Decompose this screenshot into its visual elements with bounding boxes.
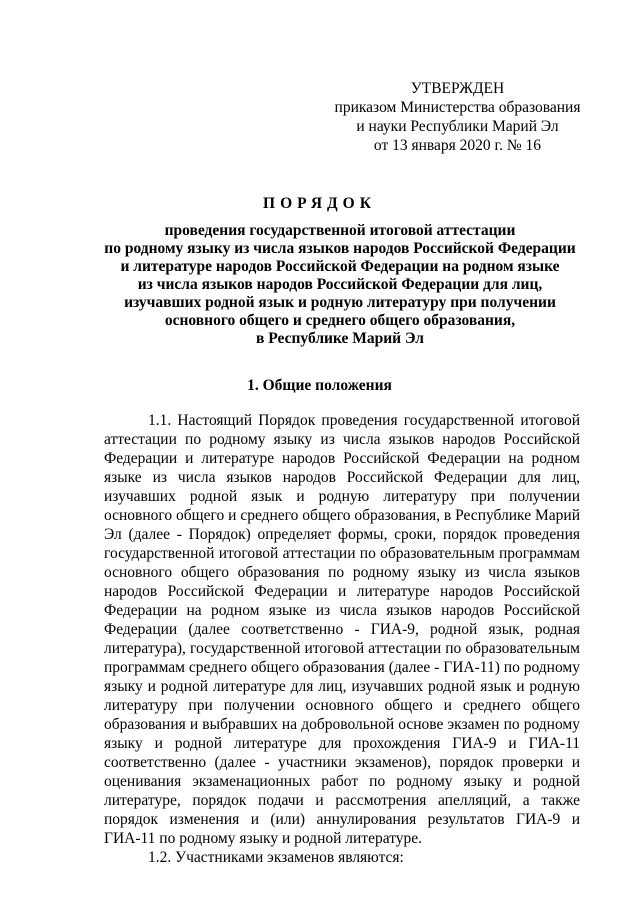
document-subtitle xyxy=(80,222,600,348)
approval-title: УТВЕРЖДЕН xyxy=(410,80,505,97)
paragraph-1-1: 1.1. Настоящий Порядок проведения государственной итоговой аттестации по родному языку из числа языков народов Российской Федерации и литературе народов Российской Федерации на родном языке из числа языков народов Российской Федерации для лиц, изучавших родной язык и родную литературу при получении основного общего и среднего общего образования, в Республике Марий Эл (далее - Порядок) определяет формы, сроки, порядок проведения государственной итоговой аттестации по образовательным программам основного общего образования по родному языку из числа языков народов Российской Федерации и литературе народов Российской Федерации на родном языке из числа языков народов Российской Федерации (далее соответственно - ГИА-9, родной язык, родная литература), государственной итоговой аттестации по образовательным программам среднего общего образования (далее - ГИА-11) по родному языку и родной литературе для лиц, изучавших родной язык и родную литературу при получении основного общего и среднего общего образования и выбравших на добровольной основе экзамен по родному языку и родной литературе для прохождения ГИА-9 и ГИА-11 соответственно (далее - участники экзаменов), порядок проверки и оценивания экзаменационных работ по родному языку и родной литературе, порядок подачи и рассмотрения апелляций, а также порядок изменения и (или) аннулирования результатов ГИА-9 и ГИА-11 по родному языку и родной литературе. xyxy=(104,412,580,847)
document-title: ПОРЯДОК xyxy=(263,195,376,212)
subtitle-line: в Республике Марий Эл xyxy=(256,330,424,347)
subtitle-line: из числа языков народов Российской Федерации для лиц, xyxy=(137,276,543,293)
approval-ministry-line: и науки Республики Марий Эл xyxy=(356,118,559,135)
subtitle-line: проведения государственной итоговой аттестации xyxy=(164,222,516,239)
approval-stamp xyxy=(320,79,595,155)
subtitle-line: и литературе народов Российской Федерации на родном языке xyxy=(120,258,560,275)
subtitle-line: изучавших родной язык и родную литературу при получении xyxy=(124,294,556,311)
section-body xyxy=(104,411,580,867)
subtitle-line: по родному языку из числа языков народов Российской Федерации xyxy=(104,240,576,257)
subtitle-line: основного общего и среднего общего образования, xyxy=(164,312,516,329)
approval-order-line: приказом Министерства образования xyxy=(334,99,581,116)
approval-date-line: от 13 января 2020 г. № 16 xyxy=(373,137,542,154)
section-heading: 1. Общие положения xyxy=(247,377,392,394)
paragraph-1-2: 1.2. Участниками экзаменов являются: xyxy=(148,849,404,866)
